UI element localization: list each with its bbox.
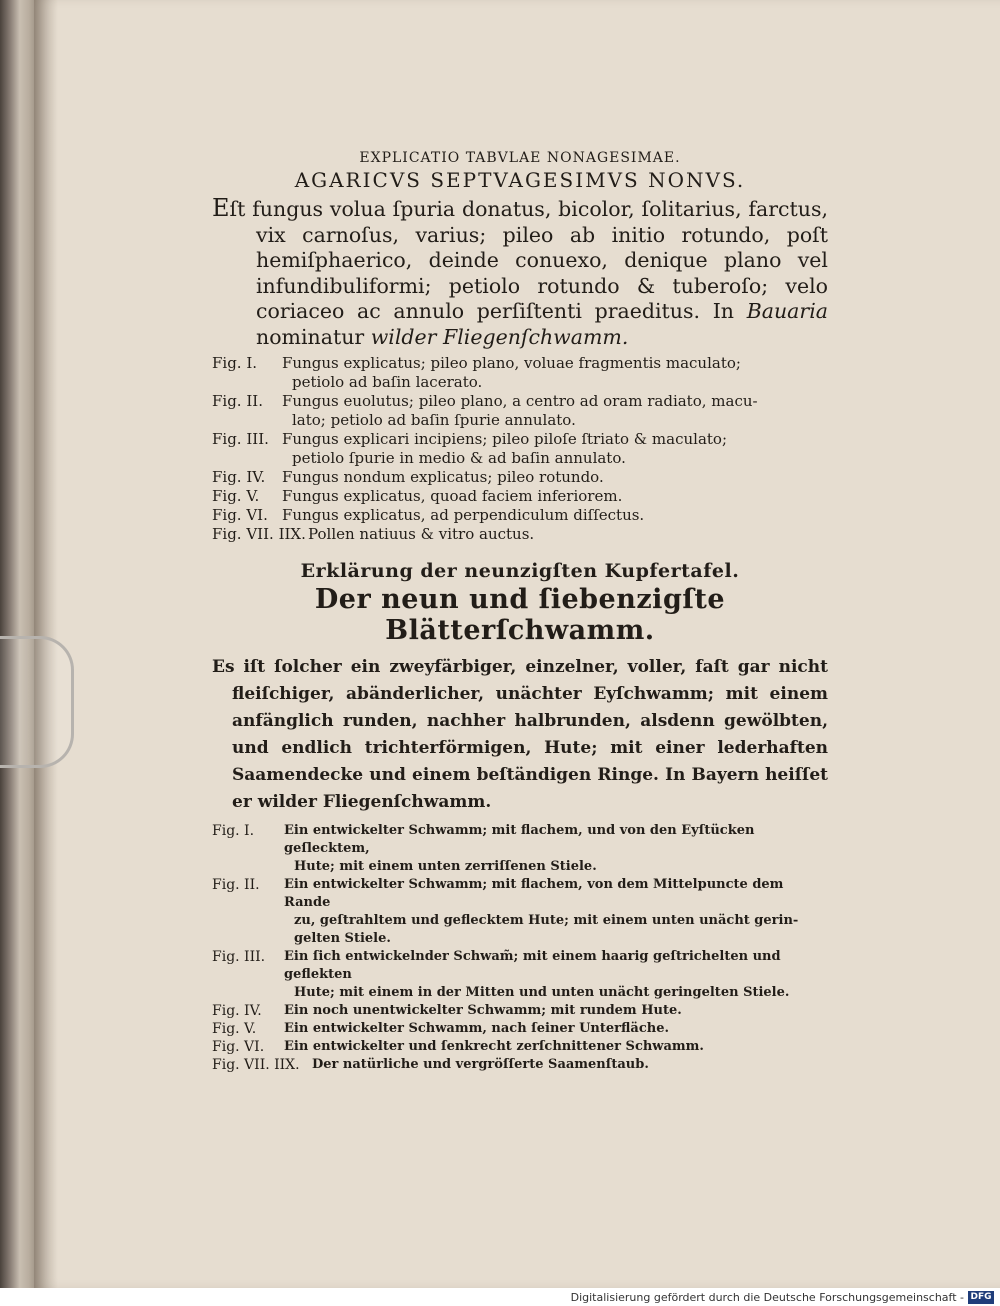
latin-figure-item	[212, 430, 828, 468]
latin-species-title: AGARICVS SEPTVAGESIMVS NONVS.	[294, 168, 746, 192]
latin-figure-list	[212, 354, 828, 544]
german-figure-item	[212, 876, 828, 948]
latin-description-lead: In	[712, 299, 735, 323]
figure-text: Ein entwickelter Schwamm; mit flachem, und von den Eyſtücken geſlecktem, Hute; mit einem unten zerriſſenen Stiele.	[284, 823, 755, 874]
latin-figure-item	[212, 468, 828, 487]
page-clip	[0, 636, 74, 768]
figure-label: Fig. I.	[212, 823, 255, 839]
figure-text: Ein entwickelter Schwamm; mit flachem, von dem Mittelpuncte dem Rande zu, geſtrahltem und geflecktem Hute; mit einem unten unächt geringelten Stiele.	[284, 877, 799, 946]
figure-text: Fungus explicatus; pileo plano, voluae fragmentis maculato; petiolo ad baſin lacerato.	[282, 354, 741, 391]
figure-label: Fig. VII. IIX.	[212, 1057, 300, 1073]
footer-bar	[0, 1288, 1000, 1306]
figure-label: Fig. III.	[212, 949, 266, 965]
figure-label: Fig. V.	[212, 1021, 257, 1037]
german-species-title: Der neun und ſiebenzigſte Blätterſchwamm.	[314, 584, 726, 646]
latin-figure-item	[212, 392, 828, 430]
figure-label: Fig. II.	[212, 877, 260, 893]
figure-text: Fungus explicatus, quoad faciem inferiorem.	[282, 487, 623, 505]
german-plate-caption: Erklärung der neunzigſten Kupfertafel.	[300, 560, 740, 582]
dfg-logo: DFG	[968, 1291, 994, 1304]
latin-figure-item	[212, 525, 828, 544]
latin-plate-caption: EXPLICATIO TABVLAE NONAGESIMAE.	[359, 150, 681, 166]
latin-initial-letter: E	[212, 194, 230, 222]
figure-text: Pollen natiuus & vitro auctus.	[308, 525, 535, 543]
figure-text: Ein entwickelter und ſenkrecht zerſchnittener Schwamm.	[284, 1039, 704, 1054]
figure-text: Fungus euolutus; pileo plano, a centro ad oram radiato, macu- lato; petiolo ad baſin ſpurie annulato.	[282, 392, 758, 429]
german-figure-item	[212, 1038, 828, 1056]
figure-label: Fig. III.	[212, 430, 269, 448]
latin-figure-item	[212, 506, 828, 525]
latin-figure-item	[212, 354, 828, 392]
figure-label: Fig. VII. IIX.	[212, 525, 306, 543]
german-figure-item	[212, 822, 828, 876]
german-figure-list	[212, 822, 828, 1074]
german-figure-item	[212, 1020, 828, 1038]
latin-description-body: ſt fungus volua ſpuria donatus, bicolor, ſolitarius, farctus, vix carnoſus, varius; pileo ab initio rotundo, poſt hemiſphaerico, deinde conuexo, denique plano vel infundibuliformi; petiolo rotundo & tuberoſo; velo coriaceo ac annulo perſiſtenti praeditus.	[229, 197, 828, 323]
figure-label: Fig. IV.	[212, 1003, 262, 1019]
figure-label: Fig. VI.	[212, 1039, 265, 1055]
figure-label: Fig. I.	[212, 354, 258, 372]
figure-label: Fig. II.	[212, 392, 263, 410]
latin-description	[212, 196, 828, 350]
figure-text: Ein entwickelter Schwamm, nach ſeiner Unterfläche.	[284, 1021, 670, 1036]
figure-text: Fungus explicatus, ad perpendiculum diſſectus.	[282, 506, 645, 524]
funding-credit: Digitalisierung gefördert durch die Deutsche Forschungsgemeinschaft -	[570, 1291, 964, 1304]
figure-label: Fig. VI.	[212, 506, 268, 524]
page-content	[212, 150, 828, 1074]
german-figure-item	[212, 1056, 828, 1074]
figure-label: Fig. IV.	[212, 468, 266, 486]
figure-text: Fungus nondum explicatus; pileo rotundo.	[282, 468, 604, 486]
latin-description-verb: nominatur	[256, 324, 365, 349]
german-figure-item	[212, 948, 828, 1002]
german-figure-item	[212, 1002, 828, 1020]
figure-text: Der natürliche und vergröſſerte Saamenſtaub.	[312, 1057, 649, 1072]
latin-common-name: wilder Fliegenſchwamm.	[370, 324, 629, 349]
latin-figure-item	[212, 487, 828, 506]
figure-text: Ein noch unentwickelter Schwamm; mit rundem Hute.	[284, 1003, 682, 1018]
german-description: Es iſt ſolcher ein zweyfärbiger, einzelner, voller, faſt gar nicht fleiſchiger, abänderlicher, unächter Eyſchwamm; mit einem anfänglich runden, nachher halbrunden, alsdenn gewölbten, und endlich trichterförmigen, Hute; mit einer lederhaften Saamendecke und einem beſtändigen Ringe. In Bayern heiſſet er wilder Fliegenſchwamm.	[212, 657, 828, 812]
latin-place-name: Bauaria	[746, 299, 828, 323]
figure-label: Fig. V.	[212, 487, 260, 505]
figure-text: Fungus explicari incipiens; pileo piloſe ſtriato & maculato; petiolo ſpurie in medio & ad baſin annulato.	[282, 430, 727, 467]
figure-text: Ein ſich entwickelnder Schwam̃; mit einem haarig geſtrichelten und geflekten Hute; mit einem in der Mitten und unten unächt geringelten Stiele.	[284, 949, 790, 1000]
